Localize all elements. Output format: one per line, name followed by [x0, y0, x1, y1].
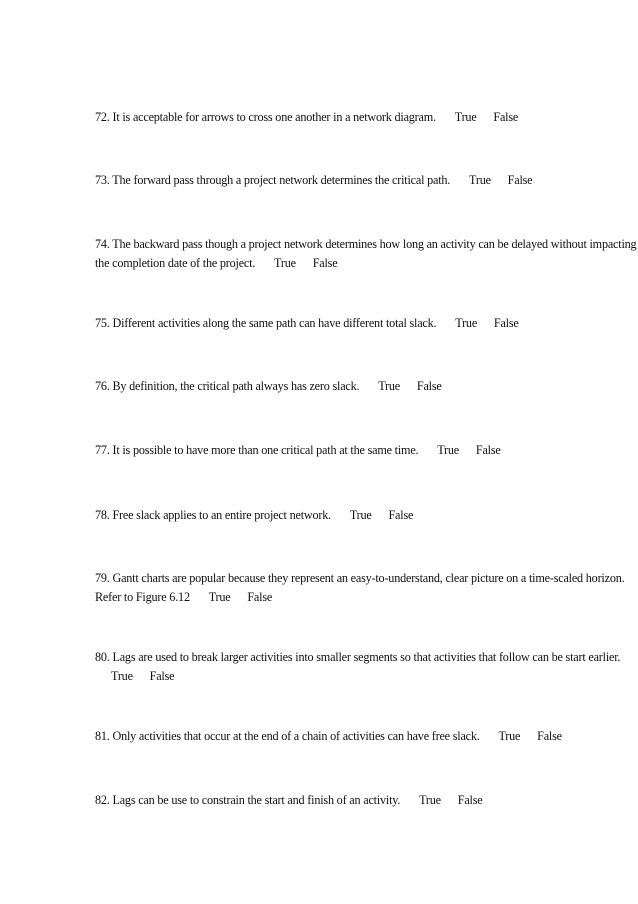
false-option: False — [457, 793, 483, 807]
false-option: False — [537, 729, 562, 743]
question-text: 82. Lags can be use to constrain the start and finish of an activity. — [95, 793, 401, 807]
question-text: 76. By definition, the critical path always has zero slack. — [95, 379, 360, 393]
question-75 — [95, 314, 637, 333]
true-option: True — [349, 508, 372, 522]
true-option: True — [498, 729, 521, 743]
question-text: 79. Gantt charts are popular because they represent an easy-to-understand, clear picture on a time-scaled horizon. Refer to Figure 6.12 — [95, 571, 625, 604]
question-text: 81. Only activities that occur at the end of a chain of activities can have free slack. — [95, 729, 480, 743]
question-82 — [95, 791, 637, 810]
question-72 — [95, 108, 637, 127]
false-option: False — [149, 669, 175, 683]
false-option: False — [312, 256, 338, 270]
true-option: True — [454, 110, 477, 124]
true-option: True — [208, 590, 231, 604]
true-option: True — [455, 316, 478, 330]
question-text: 80. Lags are used to break larger activities into smaller segments so that activities that follow can be start earlier. — [95, 650, 621, 664]
question-73 — [95, 171, 637, 190]
true-option: True — [274, 256, 296, 270]
false-option: False — [493, 110, 519, 124]
false-option: False — [507, 173, 533, 187]
question-78 — [95, 506, 637, 525]
question-79 — [95, 569, 637, 607]
question-81 — [95, 727, 637, 746]
question-text: 78. Free slack applies to an entire project network. — [95, 508, 331, 522]
question-text: 72. It is acceptable for arrows to cross one another in a network diagram. — [95, 110, 436, 124]
question-text: 74. The backward pass though a project network determines how long an activity can be delayed without impacting the completion date of the project. — [95, 237, 637, 270]
question-80 — [95, 648, 637, 686]
question-76 — [95, 377, 637, 396]
question-text: 75. Different activities along the same path can have different total slack. — [95, 316, 437, 330]
true-option: True — [378, 379, 401, 393]
true-option: True — [437, 443, 460, 457]
false-option: False — [493, 316, 519, 330]
question-text: 77. It is possible to have more than one critical path at the same time. — [95, 443, 419, 457]
question-text: 73. The forward pass through a project network determines the critical path. — [95, 173, 451, 187]
false-option: False — [475, 443, 501, 457]
true-option: True — [469, 173, 491, 187]
false-option: False — [247, 590, 273, 604]
question-74 — [95, 235, 637, 273]
false-option: False — [416, 379, 442, 393]
question-77 — [95, 441, 637, 460]
true-option: True — [419, 793, 441, 807]
false-option: False — [388, 508, 414, 522]
true-option: True — [111, 669, 133, 683]
